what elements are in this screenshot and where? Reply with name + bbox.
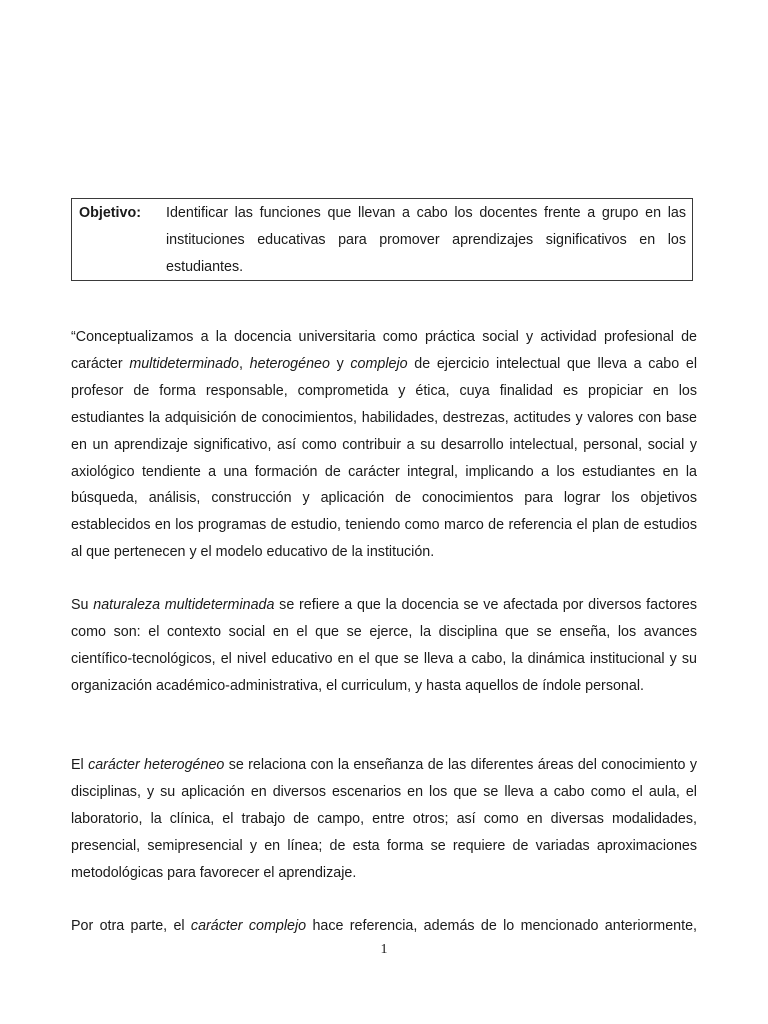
paragraph-text: hace referencia, además de lo mencionado anteriormente, — [306, 918, 697, 934]
italic-term: complejo — [350, 355, 408, 372]
paragraph-definition — [71, 324, 697, 566]
paragraph-text: El — [71, 757, 89, 773]
paragraph-text: se relaciona con la enseñanza de las diferentes áreas del conocimiento y disciplinas, y su aplicación en diversos escenarios en los que se lleva a cabo como el aula, el laboratorio, la clínica, el trabajo de campo, entre otros; así como en diversas modalidades, presencial, semipresencial y en línea; de esta forma se requiere de variadas aproximaciones metodológicas para favorecer el aprendizaje. — [71, 757, 697, 881]
italic-term: heterogéneo — [249, 355, 330, 372]
paragraph-complejo — [71, 913, 697, 940]
italic-term: carácter complejo — [190, 918, 307, 934]
paragraph-text: “Conceptualizamos a la docencia universitaria como práctica social y actividad profesional de carácter — [71, 329, 697, 372]
paragraph-text: Su — [71, 597, 94, 613]
paragraph-text: se refiere a que la docencia se ve afectada por diversos factores como son: el contexto social en el que se ejerce, la disciplina que se enseña, los avances científico-tecnológicos, el nivel educativo en el que se lleva a cabo, la dinámica institucional y su organización académico-administrativa, el curriculum, y hasta aquellos de índole personal. — [71, 597, 698, 694]
paragraph-text: y — [329, 355, 351, 372]
objective-label: Objetivo: — [79, 205, 141, 221]
italic-term: carácter heterogéneo — [88, 757, 225, 773]
page-number: 1 — [380, 942, 388, 957]
objective-box — [71, 198, 693, 281]
italic-term: naturaleza multideterminada — [93, 597, 275, 613]
paragraph-text: Por otra parte, el — [71, 918, 191, 934]
paragraph-heterogeneo — [71, 752, 697, 887]
paragraph-multideterminada — [71, 592, 697, 700]
objective-text: Identificar las funciones que llevan a cabo los docentes frente a grupo en las instituciones educativas para promover aprendizajes significativos en los estudiantes. — [166, 205, 686, 275]
paragraph-text: , — [238, 355, 250, 372]
italic-term: multideterminado — [129, 355, 239, 372]
paragraph-text: de ejercicio intelectual que lleva a cabo el profesor de forma responsable, comprometida y ética, cuya finalidad es propiciar en los estudiantes la adquisición de conocimientos, habilidades, destrezas, actitudes y valores con base en un aprendizaje significativo, así como contribuir a su desarrollo intelectual, personal, social y axiológico tendiente a una formación de carácter integral, implicando a los estudiantes en la búsqueda, análisis, construcción y aplicación de conocimientos para lograr los objetivos establecidos en los programas de estudio, teniendo como marco de referencia el plan de estudios al que pertenecen y el modelo educativo de la institución. — [71, 355, 697, 561]
